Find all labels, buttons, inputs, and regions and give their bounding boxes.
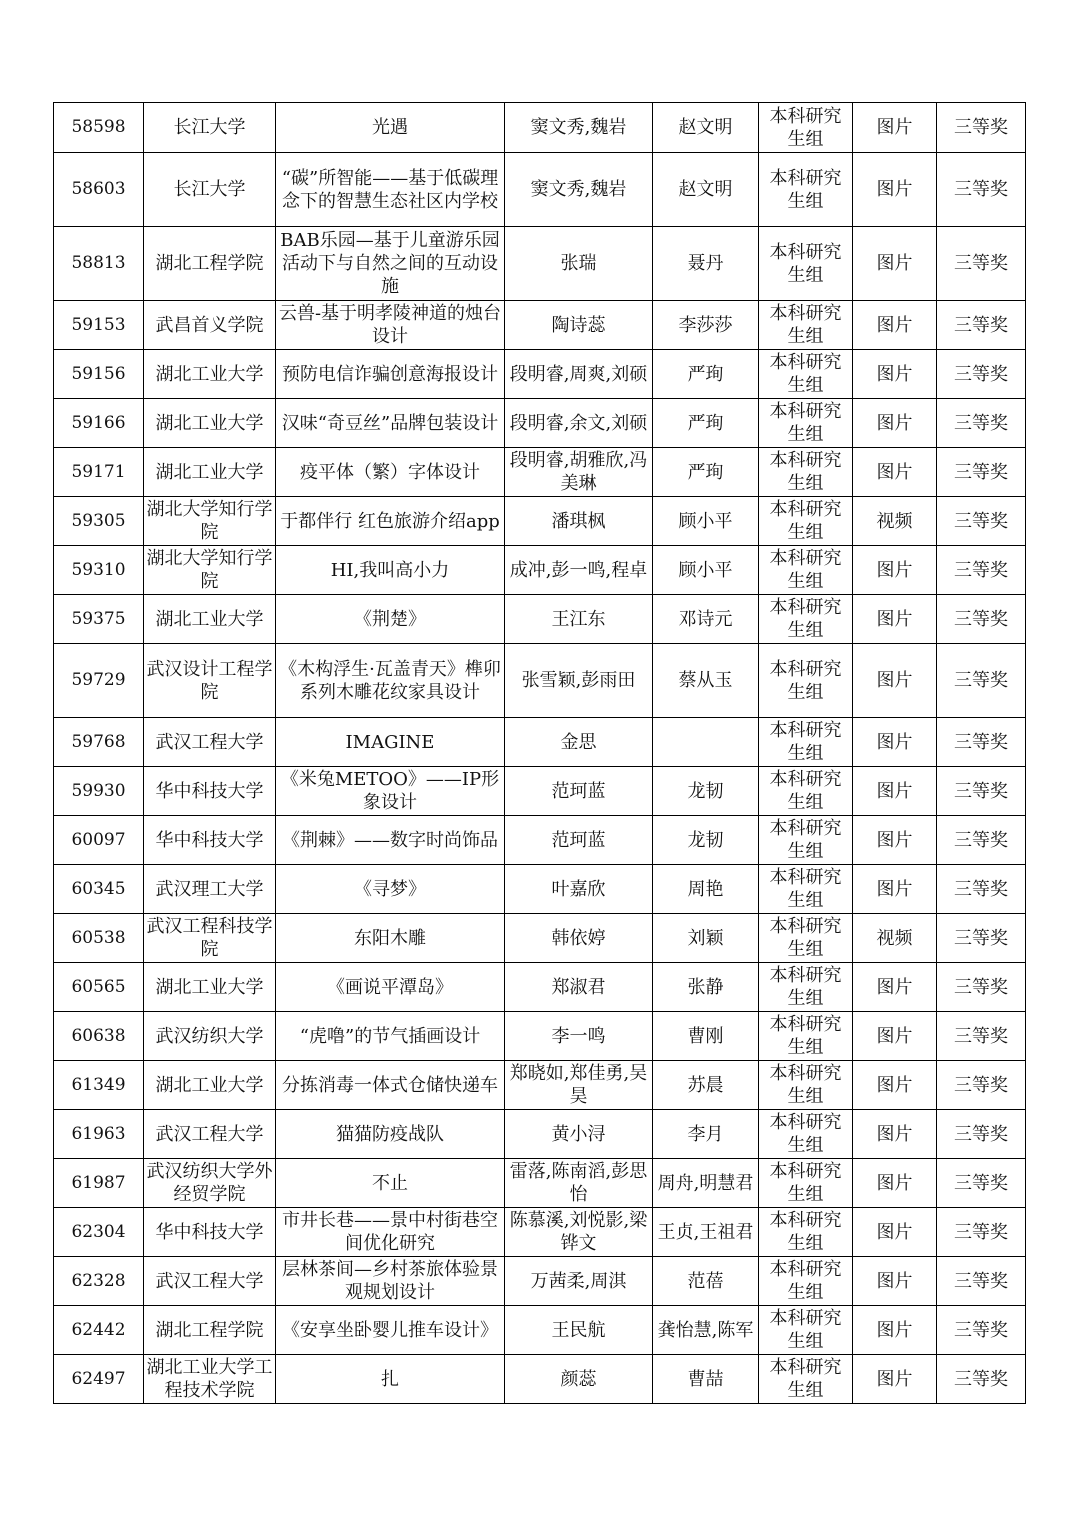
entry-id-cell: 60097: [54, 816, 144, 865]
award-cell: 三等奖: [937, 963, 1026, 1012]
school-cell: 长江大学: [144, 103, 276, 153]
authors-cell: 段明睿,胡雅欣,冯美琳: [505, 448, 653, 497]
entry-id-cell: 60638: [54, 1012, 144, 1061]
authors-cell: 范珂蓝: [505, 816, 653, 865]
authors-cell: 王民航: [505, 1306, 653, 1355]
work-type-cell: 图片: [853, 1159, 937, 1208]
advisor-cell: 李月: [653, 1110, 759, 1159]
table-row: [54, 546, 1026, 595]
entry-id-cell: 59930: [54, 767, 144, 816]
authors-cell: 韩依婷: [505, 914, 653, 963]
school-cell: 武昌首义学院: [144, 301, 276, 350]
table-row: [54, 718, 1026, 767]
work-type-cell: 图片: [853, 448, 937, 497]
group-cell: 本科研究生组: [759, 644, 853, 718]
work-type-cell: 图片: [853, 227, 937, 301]
table-row: [54, 153, 1026, 227]
advisor-cell: 严珣: [653, 350, 759, 399]
authors-cell: 范珂蓝: [505, 767, 653, 816]
table-row: [54, 914, 1026, 963]
award-cell: 三等奖: [937, 718, 1026, 767]
work-title-cell: 猫猫防疫战队: [276, 1110, 505, 1159]
advisor-cell: 周艳: [653, 865, 759, 914]
work-title-cell: 扎: [276, 1355, 505, 1404]
advisor-cell: 刘颖: [653, 914, 759, 963]
work-type-cell: 图片: [853, 153, 937, 227]
advisor-cell: 顾小平: [653, 497, 759, 546]
group-cell: 本科研究生组: [759, 497, 853, 546]
table-row: [54, 595, 1026, 644]
work-title-cell: 东阳木雕: [276, 914, 505, 963]
school-cell: 华中科技大学: [144, 816, 276, 865]
group-cell: 本科研究生组: [759, 1159, 853, 1208]
authors-cell: 窦文秀,魏岩: [505, 103, 653, 153]
group-cell: 本科研究生组: [759, 963, 853, 1012]
work-title-cell: 《荆棘》——数字时尚饰品: [276, 816, 505, 865]
authors-cell: 陈慕溪,刘悦影,梁铧文: [505, 1208, 653, 1257]
entry-id-cell: 62497: [54, 1355, 144, 1404]
award-cell: 三等奖: [937, 865, 1026, 914]
group-cell: 本科研究生组: [759, 301, 853, 350]
advisor-cell: 龚怡慧,陈军: [653, 1306, 759, 1355]
award-cell: 三等奖: [937, 816, 1026, 865]
authors-cell: 潘琪枫: [505, 497, 653, 546]
work-type-cell: 图片: [853, 399, 937, 448]
group-cell: 本科研究生组: [759, 399, 853, 448]
advisor-cell: 王贞,王祖君: [653, 1208, 759, 1257]
table-row: [54, 301, 1026, 350]
school-cell: 湖北工业大学: [144, 595, 276, 644]
advisor-cell: 严珣: [653, 399, 759, 448]
entry-id-cell: 60538: [54, 914, 144, 963]
advisor-cell: 赵文明: [653, 153, 759, 227]
group-cell: 本科研究生组: [759, 103, 853, 153]
school-cell: 湖北工业大学: [144, 448, 276, 497]
award-cell: 三等奖: [937, 1355, 1026, 1404]
award-cell: 三等奖: [937, 301, 1026, 350]
work-title-cell: 于都伴行 红色旅游介绍app: [276, 497, 505, 546]
award-cell: 三等奖: [937, 448, 1026, 497]
work-title-cell: 《寻梦》: [276, 865, 505, 914]
work-type-cell: 图片: [853, 301, 937, 350]
work-title-cell: 层林茶间—乡村茶旅体验景观规划设计: [276, 1257, 505, 1306]
entry-id-cell: 59375: [54, 595, 144, 644]
advisor-cell: 李莎莎: [653, 301, 759, 350]
authors-cell: 张瑞: [505, 227, 653, 301]
work-type-cell: 图片: [853, 767, 937, 816]
work-title-cell: IMAGINE: [276, 718, 505, 767]
table-row: [54, 963, 1026, 1012]
authors-cell: 张雪颖,彭雨田: [505, 644, 653, 718]
advisor-cell: 邓诗元: [653, 595, 759, 644]
award-cell: 三等奖: [937, 227, 1026, 301]
table-row: [54, 103, 1026, 153]
table-row: [54, 865, 1026, 914]
group-cell: 本科研究生组: [759, 1208, 853, 1257]
work-type-cell: 图片: [853, 350, 937, 399]
entry-id-cell: 59729: [54, 644, 144, 718]
award-cell: 三等奖: [937, 644, 1026, 718]
award-cell: 三等奖: [937, 595, 1026, 644]
work-title-cell: 云兽-基于明孝陵神道的烛台设计: [276, 301, 505, 350]
school-cell: 武汉设计工程学院: [144, 644, 276, 718]
group-cell: 本科研究生组: [759, 865, 853, 914]
authors-cell: 段明睿,余文,刘硕: [505, 399, 653, 448]
school-cell: 湖北工业大学: [144, 963, 276, 1012]
work-type-cell: 图片: [853, 1061, 937, 1110]
school-cell: 湖北大学知行学院: [144, 497, 276, 546]
group-cell: 本科研究生组: [759, 718, 853, 767]
authors-cell: 陶诗蕊: [505, 301, 653, 350]
authors-cell: 颜蕊: [505, 1355, 653, 1404]
entry-id-cell: 59156: [54, 350, 144, 399]
work-type-cell: 图片: [853, 595, 937, 644]
work-type-cell: 图片: [853, 718, 937, 767]
group-cell: 本科研究生组: [759, 448, 853, 497]
work-type-cell: 视频: [853, 914, 937, 963]
group-cell: 本科研究生组: [759, 1110, 853, 1159]
advisor-cell: [653, 718, 759, 767]
authors-cell: 郑淑君: [505, 963, 653, 1012]
award-cell: 三等奖: [937, 767, 1026, 816]
table-row: [54, 1355, 1026, 1404]
work-type-cell: 图片: [853, 644, 937, 718]
work-type-cell: 视频: [853, 497, 937, 546]
award-cell: 三等奖: [937, 546, 1026, 595]
work-title-cell: “碳”所智能——基于低碳理念下的智慧生态社区内学校: [276, 153, 505, 227]
entry-id-cell: 59768: [54, 718, 144, 767]
award-cell: 三等奖: [937, 1110, 1026, 1159]
table-row: [54, 497, 1026, 546]
work-type-cell: 图片: [853, 1110, 937, 1159]
table-row: [54, 1012, 1026, 1061]
advisor-cell: 龙韧: [653, 816, 759, 865]
work-type-cell: 图片: [853, 963, 937, 1012]
advisor-cell: 苏晨: [653, 1061, 759, 1110]
advisor-cell: 赵文明: [653, 103, 759, 153]
entry-id-cell: 60345: [54, 865, 144, 914]
award-cell: 三等奖: [937, 1257, 1026, 1306]
group-cell: 本科研究生组: [759, 816, 853, 865]
table-row: [54, 399, 1026, 448]
table-row: [54, 1061, 1026, 1110]
table-row: [54, 1208, 1026, 1257]
school-cell: 武汉工程大学: [144, 1110, 276, 1159]
entry-id-cell: 58598: [54, 103, 144, 153]
authors-cell: 叶嘉欣: [505, 865, 653, 914]
advisor-cell: 范蓓: [653, 1257, 759, 1306]
authors-cell: 雷落,陈南滔,彭思怡: [505, 1159, 653, 1208]
entry-id-cell: 62442: [54, 1306, 144, 1355]
award-cell: 三等奖: [937, 497, 1026, 546]
school-cell: 华中科技大学: [144, 767, 276, 816]
work-title-cell: 光遇: [276, 103, 505, 153]
group-cell: 本科研究生组: [759, 1306, 853, 1355]
work-type-cell: 图片: [853, 1208, 937, 1257]
entry-id-cell: 58603: [54, 153, 144, 227]
school-cell: 湖北工业大学工程技术学院: [144, 1355, 276, 1404]
authors-cell: 李一鸣: [505, 1012, 653, 1061]
advisor-cell: 龙韧: [653, 767, 759, 816]
authors-cell: 金思: [505, 718, 653, 767]
work-type-cell: 图片: [853, 816, 937, 865]
award-cell: 三等奖: [937, 350, 1026, 399]
award-cell: 三等奖: [937, 1061, 1026, 1110]
work-title-cell: 《荆楚》: [276, 595, 505, 644]
authors-cell: 窦文秀,魏岩: [505, 153, 653, 227]
entry-id-cell: 61963: [54, 1110, 144, 1159]
group-cell: 本科研究生组: [759, 546, 853, 595]
work-title-cell: 分拣消毒一体式仓储快递车: [276, 1061, 505, 1110]
entry-id-cell: 62328: [54, 1257, 144, 1306]
school-cell: 武汉纺织大学外经贸学院: [144, 1159, 276, 1208]
work-title-cell: 《安享坐卧婴儿推车设计》: [276, 1306, 505, 1355]
school-cell: 武汉工程科技学院: [144, 914, 276, 963]
group-cell: 本科研究生组: [759, 1355, 853, 1404]
work-type-cell: 图片: [853, 1012, 937, 1061]
entry-id-cell: 62304: [54, 1208, 144, 1257]
entry-id-cell: 59171: [54, 448, 144, 497]
award-list-sheet: [53, 102, 1025, 1404]
entry-id-cell: 61987: [54, 1159, 144, 1208]
group-cell: 本科研究生组: [759, 350, 853, 399]
school-cell: 长江大学: [144, 153, 276, 227]
work-title-cell: 预防电信诈骗创意海报设计: [276, 350, 505, 399]
entry-id-cell: 59305: [54, 497, 144, 546]
entry-id-cell: 59166: [54, 399, 144, 448]
work-title-cell: 市井长巷——景中村街巷空间优化研究: [276, 1208, 505, 1257]
award-cell: 三等奖: [937, 103, 1026, 153]
school-cell: 湖北工业大学: [144, 1061, 276, 1110]
table-row: [54, 448, 1026, 497]
work-type-cell: 图片: [853, 865, 937, 914]
school-cell: 湖北工业大学: [144, 399, 276, 448]
school-cell: 湖北大学知行学院: [144, 546, 276, 595]
advisor-cell: 严珣: [653, 448, 759, 497]
entry-id-cell: 58813: [54, 227, 144, 301]
work-type-cell: 图片: [853, 1257, 937, 1306]
entry-id-cell: 59153: [54, 301, 144, 350]
work-title-cell: 《木构浮生·瓦盖青天》榫卯系列木雕花纹家具设计: [276, 644, 505, 718]
award-cell: 三等奖: [937, 1159, 1026, 1208]
table-row: [54, 767, 1026, 816]
group-cell: 本科研究生组: [759, 914, 853, 963]
award-table: [53, 102, 1026, 1404]
advisor-cell: 顾小平: [653, 546, 759, 595]
group-cell: 本科研究生组: [759, 767, 853, 816]
table-row: [54, 350, 1026, 399]
group-cell: 本科研究生组: [759, 1257, 853, 1306]
table-row: [54, 816, 1026, 865]
work-type-cell: 图片: [853, 546, 937, 595]
authors-cell: 黄小浔: [505, 1110, 653, 1159]
authors-cell: 万茜柔,周淇: [505, 1257, 653, 1306]
table-row: [54, 1110, 1026, 1159]
school-cell: 湖北工业大学: [144, 350, 276, 399]
table-row: [54, 1159, 1026, 1208]
work-title-cell: 不止: [276, 1159, 505, 1208]
work-title-cell: BAB乐园—基于儿童游乐园活动下与自然之间的互动设施: [276, 227, 505, 301]
advisor-cell: 曹喆: [653, 1355, 759, 1404]
group-cell: 本科研究生组: [759, 153, 853, 227]
entry-id-cell: 61349: [54, 1061, 144, 1110]
school-cell: 武汉理工大学: [144, 865, 276, 914]
work-type-cell: 图片: [853, 1306, 937, 1355]
authors-cell: 郑晓如,郑佳勇,吴昊: [505, 1061, 653, 1110]
school-cell: 华中科技大学: [144, 1208, 276, 1257]
advisor-cell: 蔡从玉: [653, 644, 759, 718]
authors-cell: 成冲,彭一鸣,程卓: [505, 546, 653, 595]
group-cell: 本科研究生组: [759, 1012, 853, 1061]
group-cell: 本科研究生组: [759, 1061, 853, 1110]
school-cell: 湖北工程学院: [144, 1306, 276, 1355]
advisor-cell: 周舟,明慧君: [653, 1159, 759, 1208]
award-cell: 三等奖: [937, 1208, 1026, 1257]
work-type-cell: 图片: [853, 103, 937, 153]
award-cell: 三等奖: [937, 153, 1026, 227]
group-cell: 本科研究生组: [759, 595, 853, 644]
award-table-body: [54, 103, 1026, 1404]
work-title-cell: 《画说平潭岛》: [276, 963, 505, 1012]
school-cell: 武汉工程大学: [144, 1257, 276, 1306]
work-title-cell: HI,我叫高小力: [276, 546, 505, 595]
award-cell: 三等奖: [937, 1012, 1026, 1061]
table-row: [54, 227, 1026, 301]
work-title-cell: 汉味“奇豆丝”品牌包装设计: [276, 399, 505, 448]
award-cell: 三等奖: [937, 399, 1026, 448]
award-cell: 三等奖: [937, 914, 1026, 963]
school-cell: 武汉纺织大学: [144, 1012, 276, 1061]
award-cell: 三等奖: [937, 1306, 1026, 1355]
authors-cell: 段明睿,周爽,刘硕: [505, 350, 653, 399]
work-title-cell: “虎噜”的节气插画设计: [276, 1012, 505, 1061]
table-row: [54, 644, 1026, 718]
advisor-cell: 曹刚: [653, 1012, 759, 1061]
advisor-cell: 聂丹: [653, 227, 759, 301]
work-title-cell: 疫平体（繁）字体设计: [276, 448, 505, 497]
work-title-cell: 《米兔METOO》——IP形象设计: [276, 767, 505, 816]
table-row: [54, 1257, 1026, 1306]
authors-cell: 王江东: [505, 595, 653, 644]
entry-id-cell: 60565: [54, 963, 144, 1012]
work-type-cell: 图片: [853, 1355, 937, 1404]
advisor-cell: 张静: [653, 963, 759, 1012]
school-cell: 武汉工程大学: [144, 718, 276, 767]
group-cell: 本科研究生组: [759, 227, 853, 301]
entry-id-cell: 59310: [54, 546, 144, 595]
school-cell: 湖北工程学院: [144, 227, 276, 301]
table-row: [54, 1306, 1026, 1355]
